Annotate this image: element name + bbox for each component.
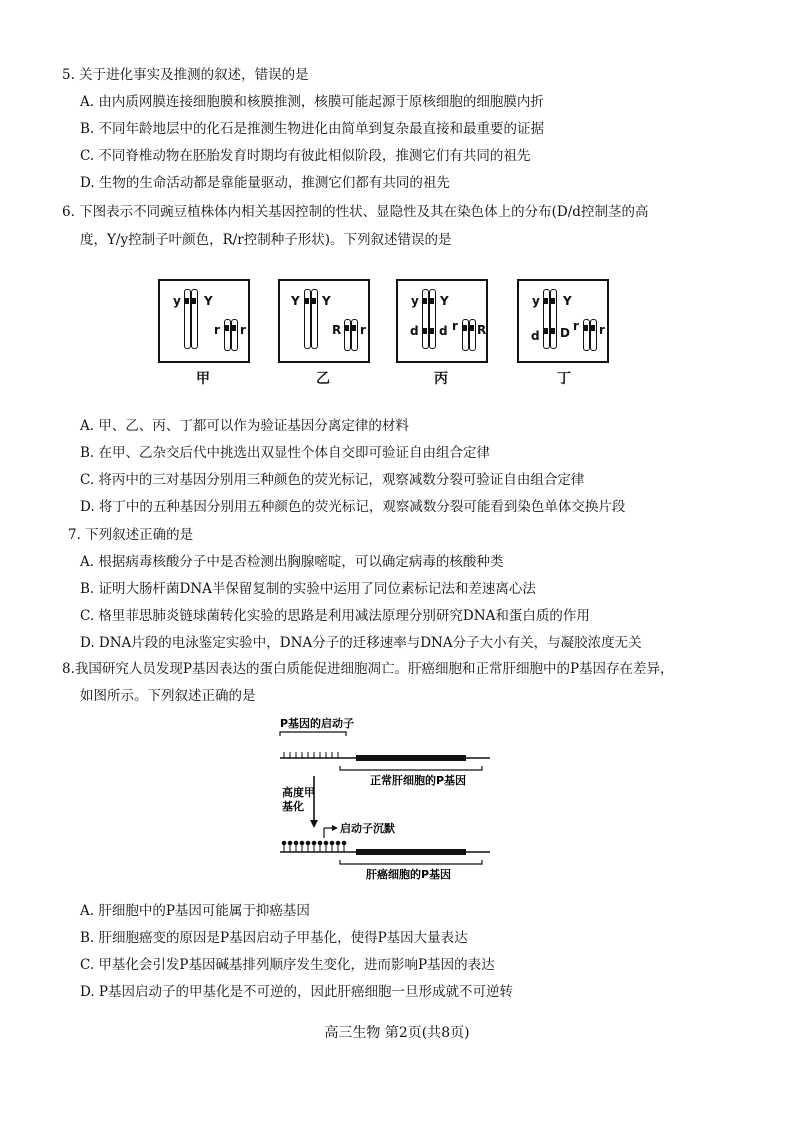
gene-label: y (532, 294, 540, 308)
q7-stem: 7. 下列叙述正确的是 (68, 527, 194, 543)
gene-label: Y (322, 294, 331, 308)
chromosome (590, 319, 597, 351)
cancer-gene-label: 肝癌细胞的P基因 (366, 868, 452, 881)
chromosome (311, 289, 318, 349)
q5-option-c: C. 不同脊椎动物在胚胎发育时期均有彼此相似阶段，推测它们有共同的祖先 (80, 148, 531, 164)
chromosome-panel-ding (517, 279, 609, 363)
chromosome (462, 319, 469, 351)
arrow-label-2: 基化 (282, 800, 304, 813)
gene-label: r (240, 323, 246, 337)
chromosome (429, 289, 436, 349)
gene-label: d (439, 324, 448, 338)
panel-label-yi: 乙 (316, 371, 330, 387)
page-footer: 高三生物 第2页(共8页) (324, 1025, 470, 1041)
normal-gene-body (356, 755, 466, 761)
gene-label: r (214, 323, 220, 337)
chromosome (543, 289, 550, 349)
gene-label: r (573, 319, 579, 333)
gene-label: R (332, 323, 342, 337)
gene-label: d (531, 329, 540, 343)
q6-stem-line1: 6. 下图表示不同豌豆植株体内相关基因控制的性状、显隐性及其在染色体上的分布(D/d控制茎的高 (62, 204, 649, 220)
q7-option-b: B. 证明大肠杆菌DNA半保留复制的实验中运用了同位素标记法和差速离心法 (80, 581, 536, 597)
q6-option-d: D. 将丁中的五种基因分别用五种颜色的荧光标记，观察减数分裂可能看到染色单体交换片段 (80, 499, 626, 515)
chromosome-panel-yi (278, 279, 370, 363)
q8-stem-line1: 8.我国研究人员发现P基因表达的蛋白质能促进细胞凋亡。肝癌细胞和正常肝细胞中的P基因存在差异， (62, 661, 674, 677)
gene-label: D (560, 326, 570, 340)
chromosome (304, 289, 311, 349)
cancer-gene-bracket (340, 860, 482, 864)
panel-label-bing: 丙 (434, 371, 448, 387)
silence-arrowhead (332, 825, 338, 831)
silence-label: 启动子沉默 (340, 822, 395, 835)
q5-option-b: B. 不同年龄地层中的化石是推测生物进化由简单到复杂最直接和最重要的证据 (80, 121, 545, 137)
normal-gene-label: 正常肝细胞的P基因 (370, 774, 467, 787)
chromosome (583, 319, 590, 351)
normal-gene-bracket (340, 766, 482, 770)
methyl-pins (282, 841, 346, 852)
q7-option-a: A. 根据病毒核酸分子中是否检测出胸腺嘧啶，可以确定病毒的核酸种类 (80, 554, 504, 570)
q5-option-d: D. 生物的生命活动都是靠能量驱动，推测它们都有共同的祖先 (80, 175, 450, 191)
gene-label: Y (204, 294, 213, 308)
promoter-ticks (284, 752, 338, 758)
q7-option-d: D. DNA片段的电泳鉴定实验中，DNA分子的迁移速率与DNA分子大小有关，与凝胶浓度无关 (80, 635, 642, 651)
q6-stem-line2: 度，Y/y控制子叶颜色，R/r控制种子形状)。下列叙述错误的是 (80, 232, 452, 248)
cancer-gene-body (356, 849, 466, 855)
q8-option-c: C. 甲基化会引发P基因碱基排列顺序发生变化，进而影响P基因的表达 (80, 957, 495, 973)
q5-option-a: A. 由内质网膜连接细胞膜和核膜推测，核膜可能起源于原核细胞的细胞膜内折 (80, 94, 544, 110)
p-gene-methylation-figure (270, 710, 510, 890)
promoter-bracket (280, 732, 346, 736)
q6-option-a: A. 甲、乙、丙、丁都可以作为验证基因分离定律的材料 (80, 418, 409, 434)
q8-option-a: A. 肝细胞中的P基因可能属于抑癌基因 (80, 903, 310, 919)
gene-label: Y (291, 294, 300, 308)
gene-label: r (599, 323, 605, 337)
q7-option-c: C. 格里菲思肺炎链球菌转化实验的思路是利用减法原理分别研究DNA和蛋白质的作用 (80, 608, 590, 624)
gene-label: R (477, 323, 487, 337)
methylation-arrowhead (310, 820, 318, 828)
chromosome-panel-bing (396, 279, 488, 363)
gene-label: r (360, 323, 366, 337)
gene-label: r (452, 319, 458, 333)
promoter-label: P基因的启动子 (280, 717, 355, 730)
chromosome (191, 289, 198, 349)
gene-label: d (410, 324, 419, 338)
q8-stem-line2: 如图所示。下列叙述正确的是 (80, 688, 256, 704)
chromosome (469, 319, 476, 351)
arrow-label-1: 高度甲 (282, 786, 315, 799)
panel-label-ding: 丁 (557, 371, 571, 387)
gene-label: Y (563, 294, 572, 308)
q6-option-b: B. 在甲、乙杂交后代中挑选出双显性个体自交即可验证自由组合定律 (80, 445, 491, 461)
chromosome (550, 289, 557, 349)
chromosome (231, 319, 238, 351)
chromosome-panel-jia (158, 279, 250, 363)
chromosome (344, 319, 351, 351)
q6-option-c: C. 将丙中的三对基因分别用三种颜色的荧光标记，观察减数分裂可验证自由组合定律 (80, 472, 585, 488)
gene-label: y (411, 294, 419, 308)
chromosome (422, 289, 429, 349)
gene-label: y (173, 294, 181, 308)
panel-label-jia: 甲 (196, 371, 210, 387)
q5-stem: 5. 关于进化事实及推测的叙述，错误的是 (62, 67, 309, 83)
chromosome (184, 289, 191, 349)
q8-option-b: B. 肝细胞癌变的原因是P基因启动子甲基化，使得P基因大量表达 (80, 930, 468, 946)
q8-option-d: D. P基因启动子的甲基化是不可逆的，因此肝癌细胞一旦形成就不可逆转 (80, 984, 514, 1000)
gene-label: Y (440, 294, 449, 308)
chromosome (224, 319, 231, 351)
chromosome (351, 319, 358, 351)
